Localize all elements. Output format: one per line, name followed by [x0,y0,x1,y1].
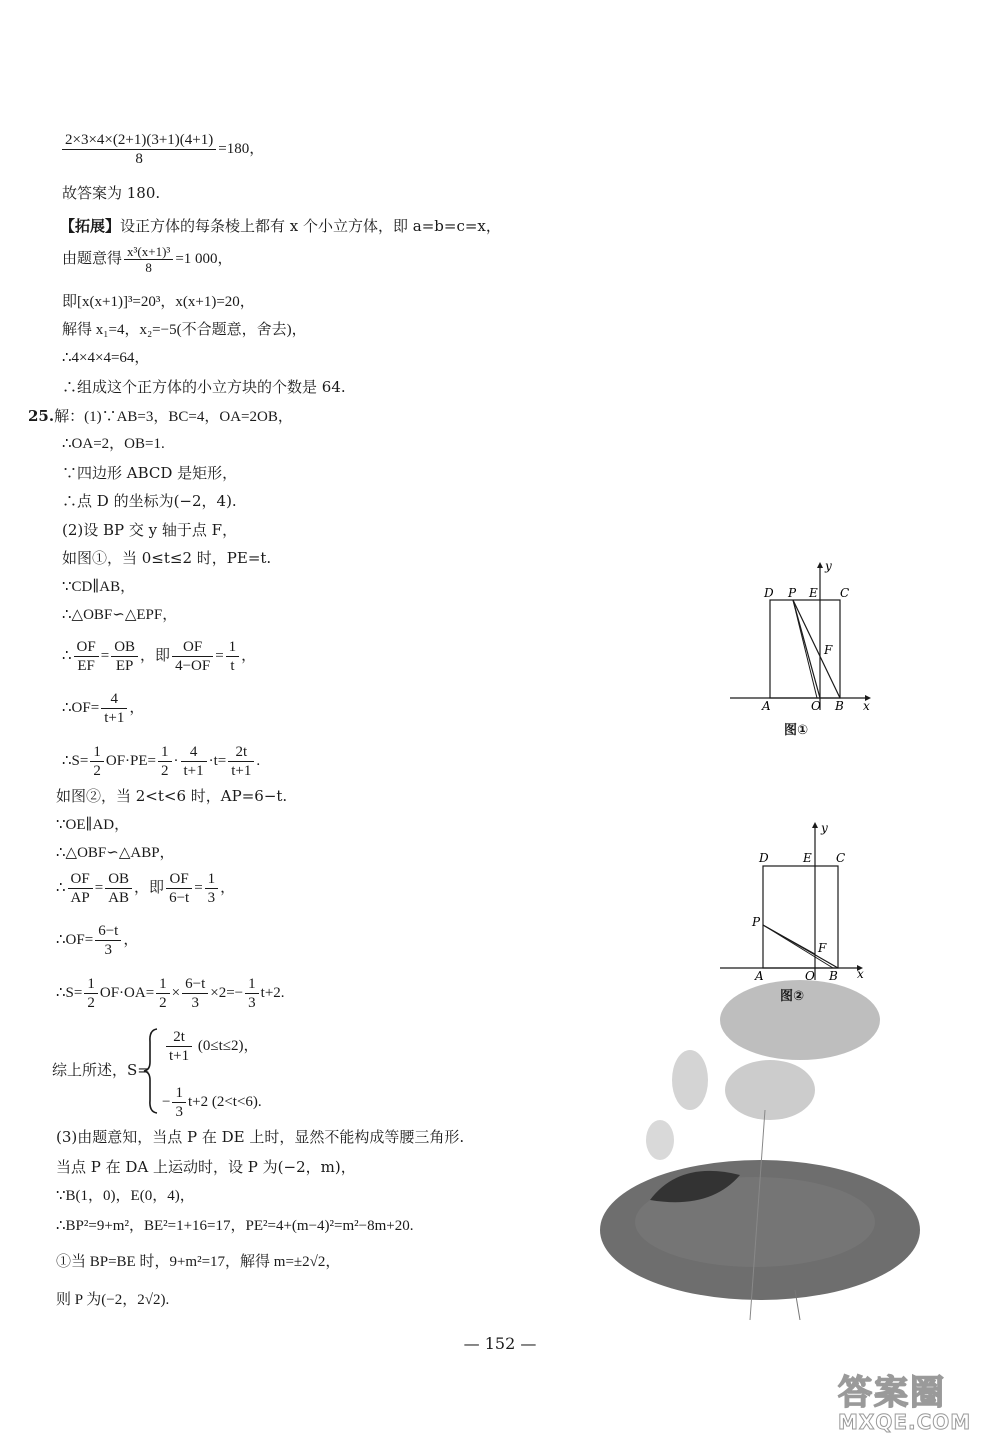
label-b: B [829,969,838,983]
text-line-16: ∴△OBF∽△EPF， [62,607,178,623]
text-line-14: 如图①，当 0≤t≤2 时，PE=t. [62,549,272,567]
text-line-12: ∴点 D 的坐标为(−2，4). [62,492,237,510]
label-a: A [755,969,764,983]
piecewise-case-1: $\frac{2t}{t+1}$ (0≤t≤2)， [164,1028,259,1065]
label-c: C [836,851,846,865]
label-x: x [863,699,870,713]
text-line-22: ∴△OBF∽△ABP， [56,845,175,861]
label-o: O [805,969,815,983]
label-o: O [811,699,821,713]
text-line-5: 即[x(x+1)]³=20³，x(x+1)=20， [62,294,255,310]
equation-line-17: ∴ $\frac{OF}{EF}$ = $\frac{OB}{EP}$ ，即 $\frac{OF}{4-OF}$ = $\frac{1}{t}$ ， [62,639,257,674]
rectangle-abcd [763,866,838,968]
label-a: A [762,699,771,713]
curly-brace-icon [143,1028,159,1114]
text-line-2: 故答案为 180. [62,184,161,202]
label-y: y [821,821,828,835]
watermark-text-bottom: MXQE.COM [838,1410,972,1434]
label-e: E [809,586,818,600]
text-line-27: (3)由题意知，当点 P 在 DE 上时，显然不能构成等腰三角形. [56,1128,465,1146]
equation-line-25: ∴S= $\frac{1}{2}$ OF·OA= $\frac{1}{2}$ × $\frac{6-t}{3}$ ×2=− $\frac{1}{3}$ t+2. [56,976,285,1011]
label-c: C [840,586,850,600]
text-line-20: 如图②，当 2<t<6 时，AP=6−t. [56,787,288,805]
piecewise-case-2: − $\frac{1}{3}$ t+2 (2<t<6). [162,1085,262,1120]
figure-2-diagram [715,820,870,995]
equation-line-24: ∴OF= $\frac{6-t}{3}$ ， [56,923,139,958]
equation-line-18: ∴OF= $\frac{4}{t+1}$ ， [62,691,145,726]
text-line-11: ∵四边形 ABCD 是矩形， [62,464,238,482]
figure-1-caption: 图① [784,723,809,738]
watermark-text-top: 答案圈 [838,1373,946,1413]
label-x: x [857,967,864,981]
text-line-13: (2)设 BP 交 y 轴于点 F， [62,521,238,539]
watermark-logo [838,1365,971,1434]
page-number: — 152 — [463,1334,537,1353]
text-line-28: 当点 P 在 DA 上运动时，设 P 为(−2，m)， [56,1158,356,1176]
piecewise-label: 综上所述，S= [52,1061,150,1079]
text-line-3: 【拓展】设正方体的每条棱上都有 x 个小立方体，即 a=b=c=x， [60,217,501,235]
text-line-32: 则 P 为(−2，2√2). [56,1292,170,1308]
label-f: F [824,643,833,657]
text-line-21: ∵OE∥AD， [56,817,130,833]
text-line-6: 解得 x₁=4，x₂=−5(不合题意，舍去)， [62,322,307,338]
question-25-line: 25.解：(1)∵AB=3，BC=4，OA=2OB， [28,407,293,425]
text-line-29: ∵B(1，0)，E(0，4)， [56,1188,195,1204]
label-b: B [835,699,844,713]
label-f: F [818,941,827,955]
question-number: 25. [28,407,55,425]
text-line-30: ∴BP²=9+m²，BE²=1+16=17，PE²=4+(m−4)²=m²−8m+20. [56,1218,414,1234]
equation-line-4: 由题意得 $\frac{\text{x³(x+1)³}}{8}$ =1 000， [62,244,233,275]
text-line-8: ∴组成这个正方体的小立方块的个数是 64. [62,378,346,396]
text-line-31: ①当 BP=BE 时，9+m²=17，解得 m=±2√2， [56,1254,341,1270]
equation-line-1: $\frac{2\times 3\times 4\times(2+1)(3+1)(4+1)}{8}$ =180， [60,131,264,168]
text-line-7: ∴4×4×4=64， [62,350,150,366]
label-p: P [752,915,761,929]
figure-1-diagram [725,560,875,740]
text-line-15: ∵CD∥AB， [62,579,136,595]
lotus-decoration-image [590,960,1000,1320]
label-e: E [803,851,812,865]
equation-line-19: ∴S= $\frac{1}{2}$ OF·PE= $\frac{1}{2}$ · $\frac{4}{t+1}$ ·t= $\frac{2t}{t+1}$ . [62,744,261,779]
label-d: D [759,851,769,865]
figure-2-caption: 图② [780,989,805,1004]
label-d: D [764,586,774,600]
equation-line-23: ∴ $\frac{OF}{AP}$ = $\frac{OB}{AB}$ ，即 $\frac{OF}{6-t}$ = $\frac{1}{3}$ ， [56,871,236,906]
label-y: y [825,560,832,573]
text-line-10: ∴OA=2，OB=1. [62,436,165,452]
label-p: P [788,586,797,600]
